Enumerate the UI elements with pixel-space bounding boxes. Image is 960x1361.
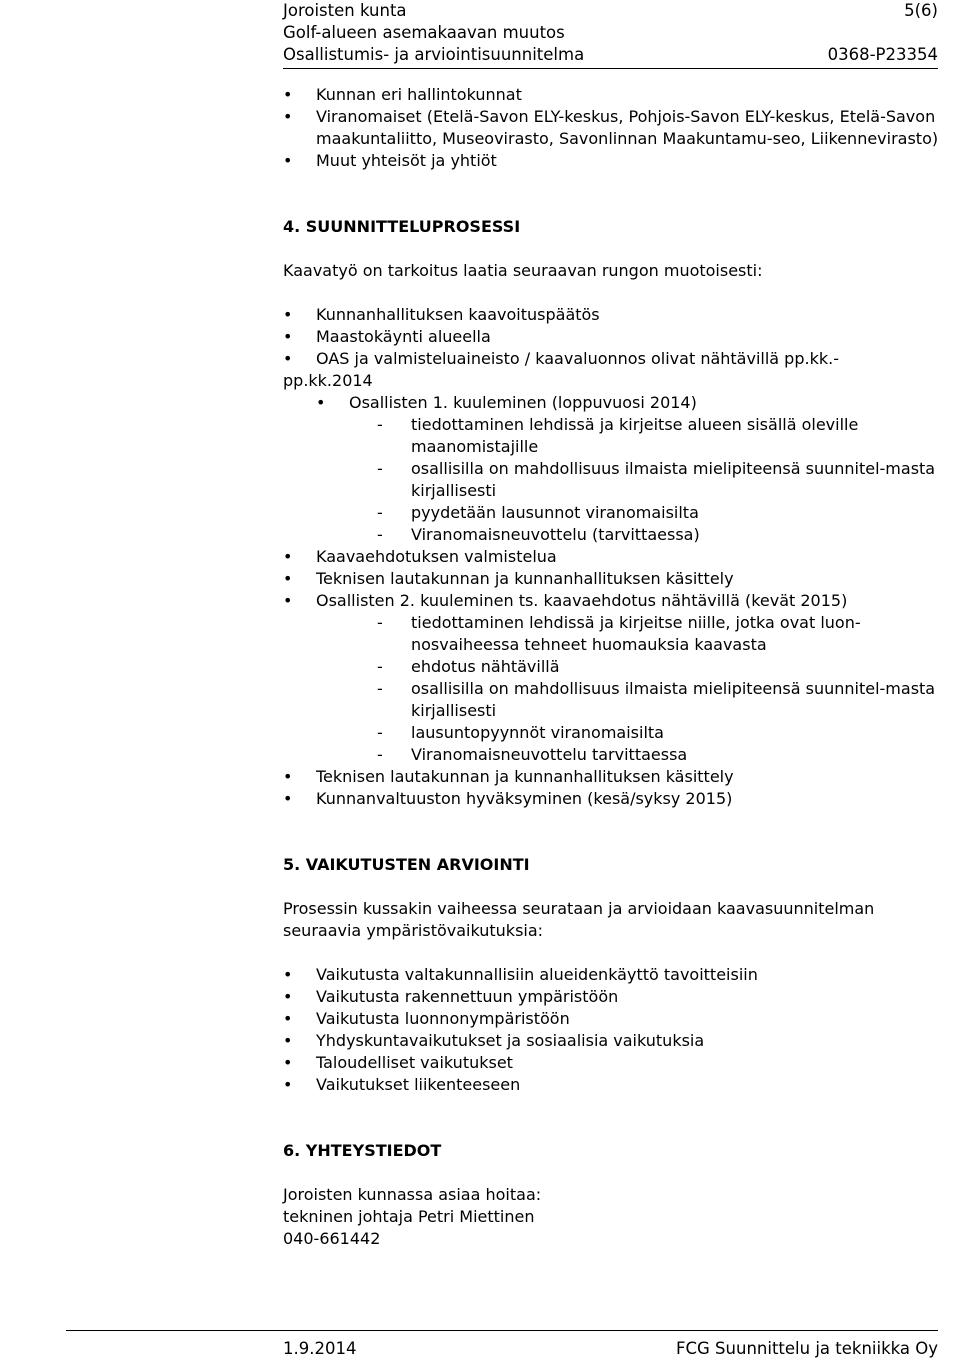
list-item: • Osallisten 2. kuuleminen ts. kaavaehdotus nähtävillä (kevät 2015) bbox=[283, 590, 953, 612]
dash-item: - ehdotus nähtävillä bbox=[377, 657, 560, 676]
process-list-c bbox=[283, 766, 953, 810]
list-item: • Kaavaehdotuksen valmistelua bbox=[283, 546, 953, 568]
contact-phone: 040-661442 bbox=[283, 1229, 381, 1248]
sub-list bbox=[283, 392, 953, 414]
list-item: • Vaikutusta valtakunnallisiin alueidenkäyttö tavoitteisiin bbox=[283, 964, 953, 986]
list-item: • Yhdyskuntavaikutukset ja sosiaalisia vaikutuksia bbox=[283, 1030, 953, 1052]
footer-company: FCG Suunnittelu ja tekniikka Oy bbox=[676, 1339, 938, 1358]
contact-name: tekninen johtaja Petri Miettinen bbox=[283, 1207, 535, 1226]
header-doc-code: 0368-P23354 bbox=[827, 45, 938, 64]
section-6-heading: 6. YHTEYSTIEDOT bbox=[283, 1141, 442, 1160]
list-item: • Osallisten 1. kuuleminen (loppuvuosi 2014) bbox=[316, 392, 953, 414]
list-item: • OAS ja valmisteluaineisto / kaavaluonnos olivat nähtävillä pp.kk.- bbox=[283, 348, 953, 370]
header-divider bbox=[283, 68, 938, 69]
dash-item: - pyydetään lausunnot viranomaisilta bbox=[377, 503, 699, 522]
list-item: • Kunnanvaltuuston hyväksyminen (kesä/syksy 2015) bbox=[283, 788, 953, 810]
impact-list bbox=[283, 964, 953, 1096]
list-item: • Teknisen lautakunnan ja kunnanhallituksen käsittely bbox=[283, 766, 953, 788]
section-5-intro: Prosessin kussakin vaiheessa seurataan ja arvioidaan kaavasuunnitelman seuraavia ympäristövaikutuksia: bbox=[283, 899, 875, 940]
dash-item: - Viranomaisneuvottelu (tarvittaessa) bbox=[377, 525, 700, 544]
section-5-heading: 5. VAIKUTUSTEN ARVIOINTI bbox=[283, 855, 530, 874]
page-footer bbox=[283, 1338, 938, 1360]
dash-item: - osallisilla on mahdollisuus ilmaista mielipiteensä suunnitel-masta kirjallisesti bbox=[377, 679, 936, 720]
list-item: • Vaikutusta rakennettuun ympäristöön bbox=[283, 986, 953, 1008]
header-page-number: 5(6) bbox=[904, 1, 938, 20]
section-4-heading: 4. SUUNNITTELUPROSESSI bbox=[283, 217, 521, 236]
contact-line: Joroisten kunnassa asiaa hoitaa: bbox=[283, 1185, 542, 1204]
list-item: • Kunnanhallituksen kaavoituspäätös bbox=[283, 304, 953, 326]
header-org: Joroisten kunta bbox=[283, 1, 407, 20]
list-item: • Muut yhteisöt ja yhtiöt bbox=[283, 150, 953, 172]
dash-item: - tiedottaminen lehdissä ja kirjeitse alueen sisällä oleville maanomistajille bbox=[377, 415, 859, 456]
list-item: • Viranomaiset (Etelä-Savon ELY-keskus, Pohjois-Savon ELY-keskus, Etelä-Savon maakuntaliitto, Museovirasto, Savonlinnan Maakuntamu-seo, Liikennevirasto) bbox=[283, 106, 951, 150]
dash-item: - lausuntopyynnöt viranomaisilta bbox=[377, 723, 664, 742]
page-header bbox=[283, 0, 938, 66]
list-item: • Maastokäynti alueella bbox=[283, 326, 953, 348]
footer-divider bbox=[66, 1330, 938, 1331]
list-item: • Vaikutukset liikenteeseen bbox=[283, 1074, 953, 1096]
list-item: • Taloudelliset vaikutukset bbox=[283, 1052, 953, 1074]
dash-item: - osallisilla on mahdollisuus ilmaista mielipiteensä suunnitel-masta kirjallisesti bbox=[377, 459, 936, 500]
intro-list bbox=[283, 84, 953, 172]
list-item: • Vaikutusta luonnonympäristöön bbox=[283, 1008, 953, 1030]
list-item: • Kunnan eri hallintokunnat bbox=[283, 84, 953, 106]
document-body bbox=[283, 84, 953, 1250]
list-item-continuation: pp.kk.2014 bbox=[283, 371, 373, 390]
section-4-intro: Kaavatyö on tarkoitus laatia seuraavan rungon muotoisesti: bbox=[283, 261, 763, 280]
header-subtitle: Golf-alueen asemakaavan muutos bbox=[283, 23, 565, 42]
dash-item: - Viranomaisneuvottelu tarvittaessa bbox=[377, 745, 688, 764]
header-doc-type: Osallistumis- ja arviointisuunnitelma bbox=[283, 45, 585, 64]
footer-date: 1.9.2014 bbox=[283, 1339, 357, 1358]
list-item: • Teknisen lautakunnan ja kunnanhallituksen käsittely bbox=[283, 568, 953, 590]
process-list bbox=[283, 304, 953, 370]
process-list-b bbox=[283, 546, 953, 612]
dash-item: - tiedottaminen lehdissä ja kirjeitse niille, jotka ovat luon-nosvaiheessa tehneet huomauksia kaavasta bbox=[377, 613, 861, 654]
